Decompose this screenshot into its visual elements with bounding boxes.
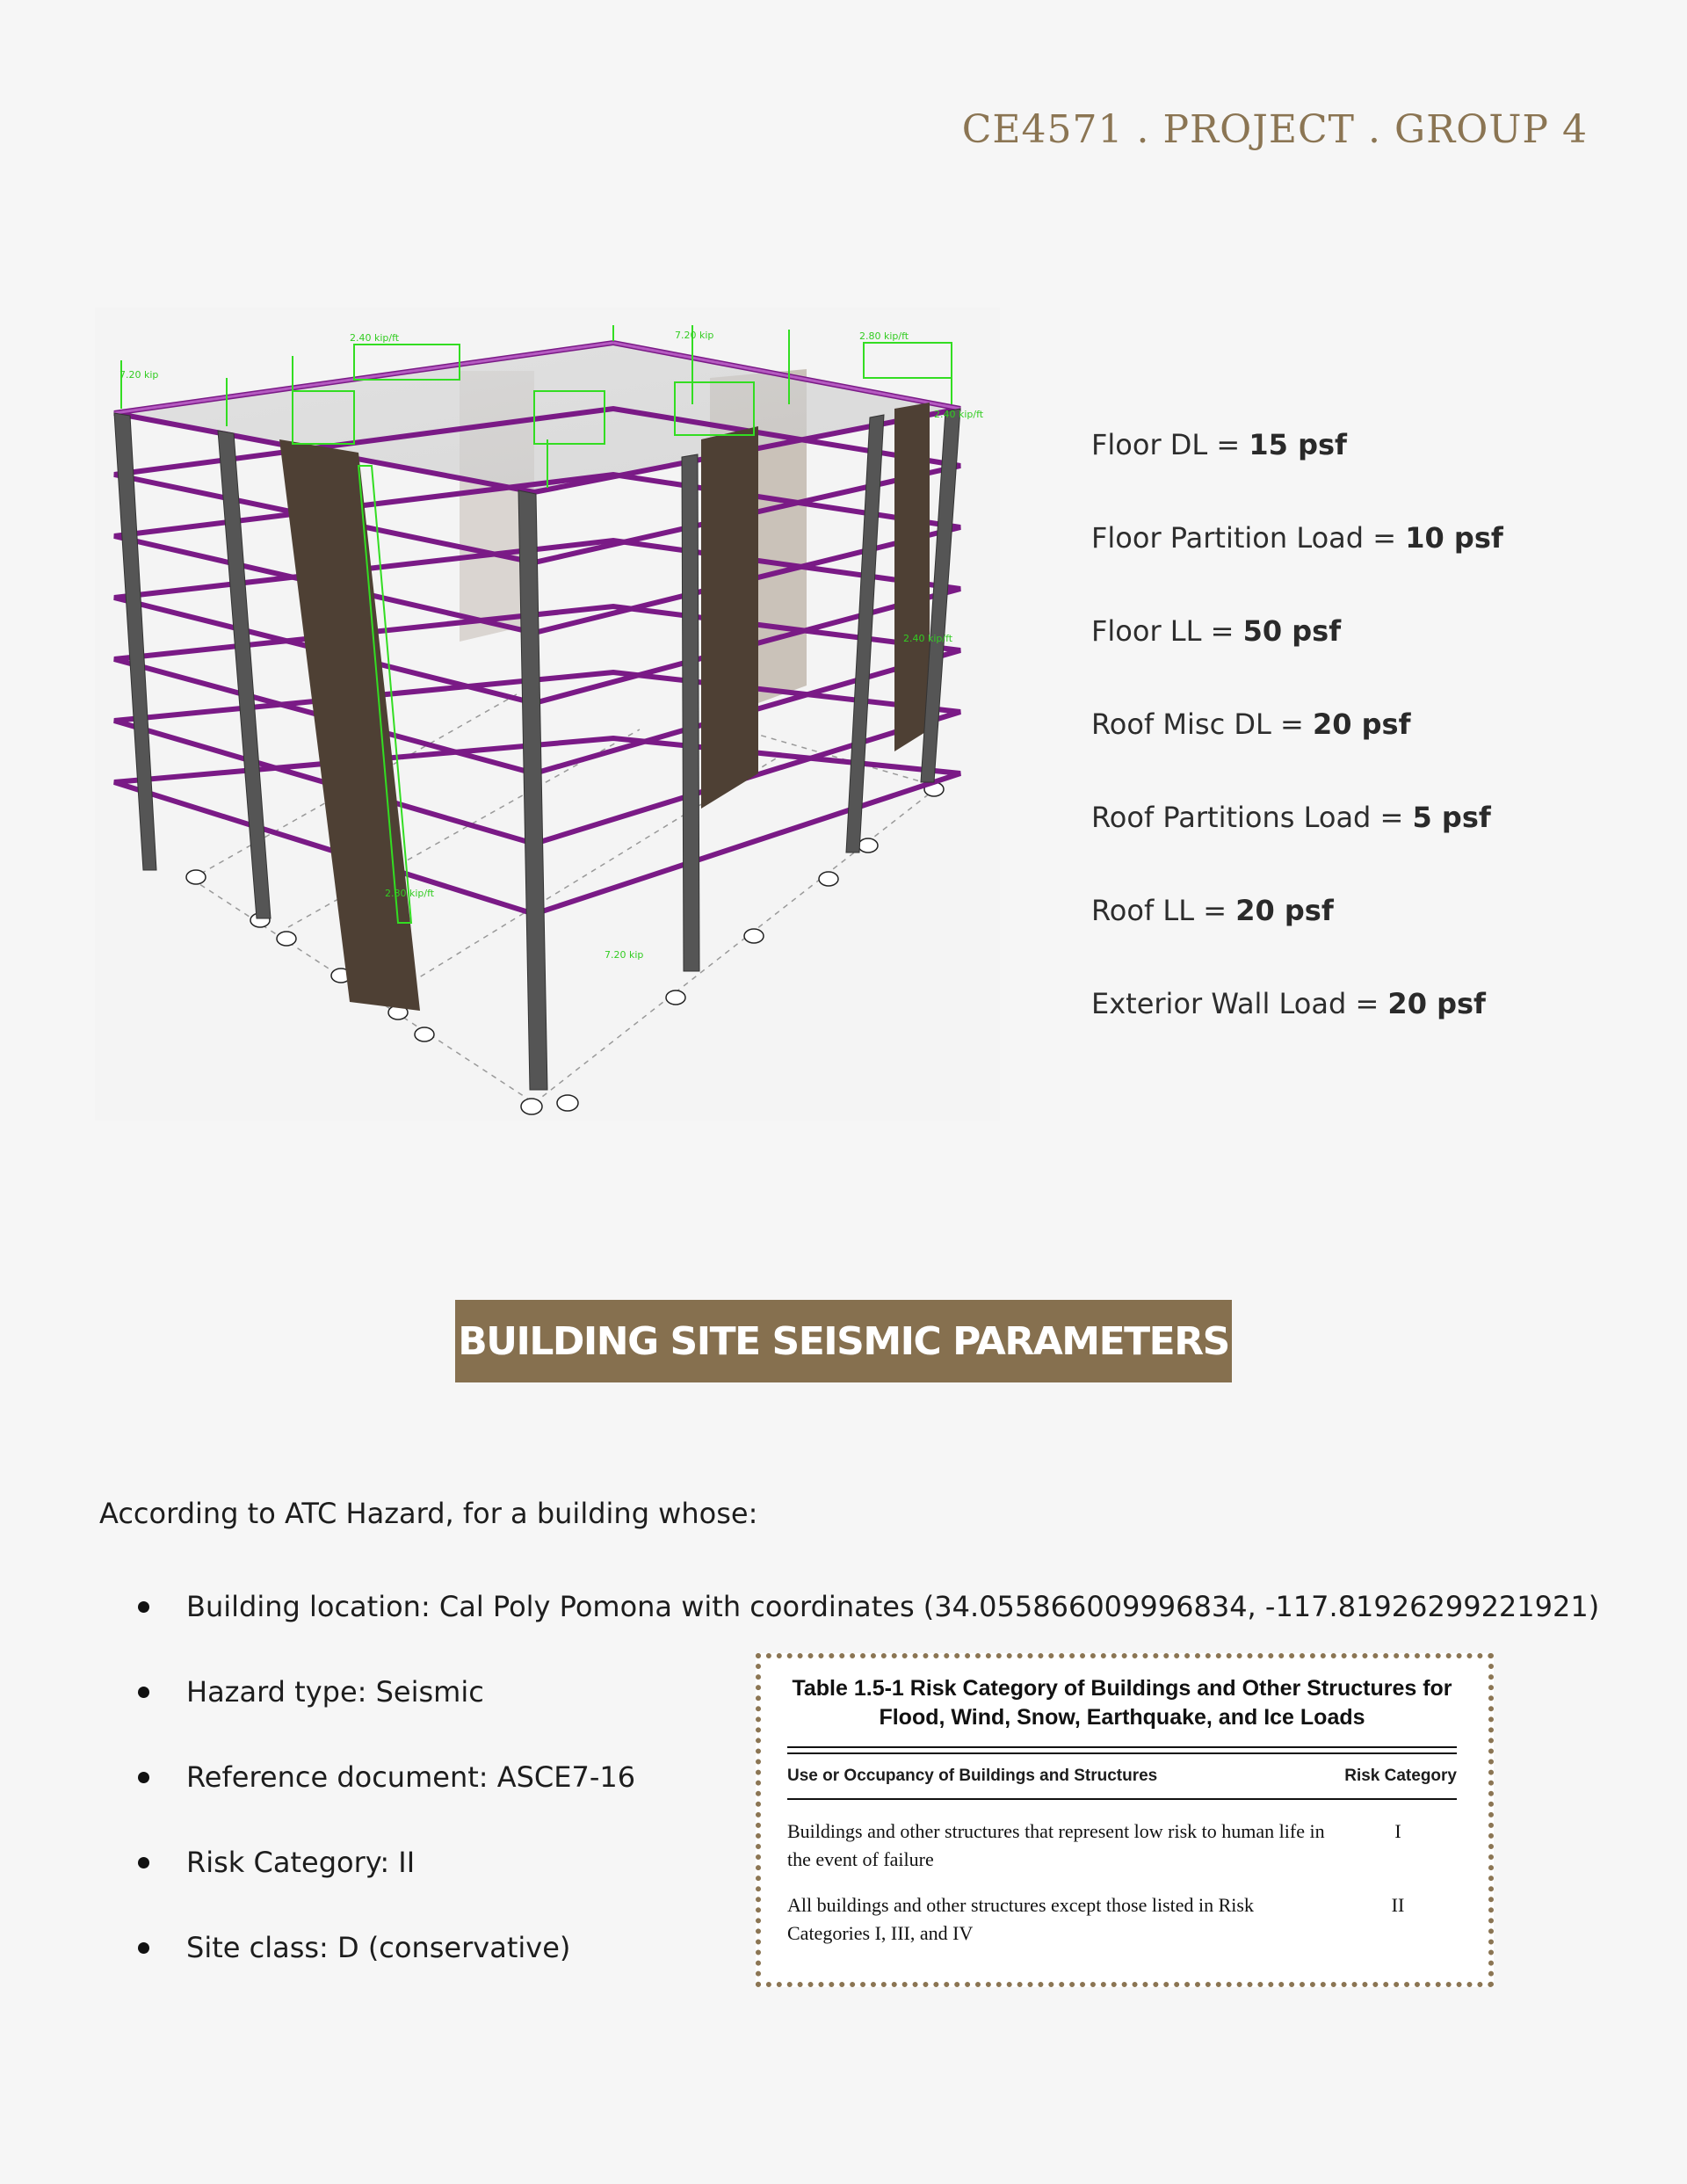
load-item: Floor LL = 50 psf	[1091, 614, 1342, 648]
structural-model-figure	[95, 308, 1000, 1121]
load-item: Roof LL = 20 psf	[1091, 894, 1334, 927]
list-item: Building location: Cal Poly Pomona with coordinates (34.055866009996834, -117.81926299221921)	[136, 1580, 1599, 1665]
table-cell-use: Buildings and other structures that represent low risk to human life in the event of failure	[787, 1820, 1325, 1870]
load-item: Roof Misc DL = 20 psf	[1091, 707, 1411, 741]
section-banner-title: BUILDING SITE SEISMIC PARAMETERS	[455, 1300, 1232, 1382]
table-title: Table 1.5-1 Risk Category of Buildings and Other Structures for Flood, Wind, Snow, Earthquake, and Ice Loads	[792, 1676, 1452, 1730]
table-row	[787, 1818, 1457, 1874]
list-item: Reference document: ASCE7-16	[136, 1751, 1599, 1836]
table-cell-category: II	[1391, 1894, 1405, 1916]
building-3d-model	[95, 308, 1000, 1121]
list-item: Hazard type: Seismic	[136, 1665, 1599, 1751]
load-item: Exterior Wall Load = 20 psf	[1091, 987, 1486, 1020]
load-item: Roof Partitions Load = 5 psf	[1091, 801, 1491, 834]
svg-text:7.20 kip: 7.20 kip	[605, 949, 644, 961]
table-header	[787, 1754, 1457, 1800]
list-item: Risk Category: II	[136, 1836, 1599, 1921]
design-loads-list	[1091, 420, 1618, 1072]
load-item: Floor DL = 15 psf	[1091, 428, 1347, 461]
list-item: Site class: D (conservative)	[136, 1921, 1599, 2006]
column-header-use: Use or Occupancy of Buildings and Structures	[787, 1767, 1158, 1785]
svg-text:2.40 kip/ft: 2.40 kip/ft	[350, 332, 400, 344]
project-header-title: CE4571 . PROJECT . GROUP 4	[961, 107, 1588, 152]
svg-text:2.40 kip/ft: 2.40 kip/ft	[934, 409, 984, 420]
table-row	[787, 1891, 1457, 1948]
svg-text:7.20 kip: 7.20 kip	[675, 330, 714, 341]
intro-paragraph: According to ATC Hazard, for a building whose:	[99, 1497, 758, 1530]
table-cell-use: All buildings and other structures except those listed in Risk Categories I, III, and IV	[787, 1894, 1254, 1944]
table-cell-category: I	[1394, 1820, 1401, 1842]
svg-text:2.80 kip/ft: 2.80 kip/ft	[385, 888, 435, 899]
svg-text:2.40 kip/ft: 2.40 kip/ft	[903, 633, 953, 644]
risk-category-table	[756, 1653, 1494, 1987]
divider	[787, 1746, 1457, 1754]
svg-text:7.20 kip: 7.20 kip	[119, 369, 159, 381]
load-item: Floor Partition Load = 10 psf	[1091, 521, 1503, 555]
column-header-category: Risk Category	[1344, 1767, 1457, 1785]
svg-text:2.80 kip/ft: 2.80 kip/ft	[859, 330, 909, 342]
